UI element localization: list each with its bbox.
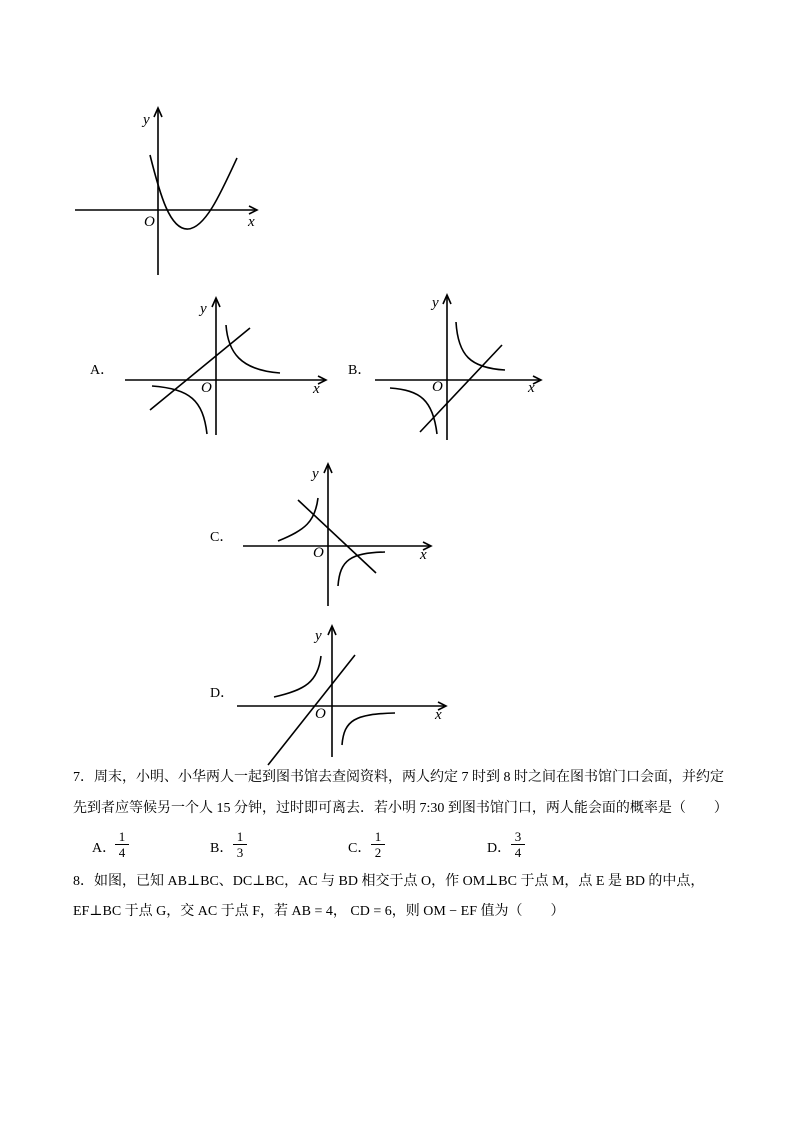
option-a-label[interactable]: A． xyxy=(90,363,115,378)
origin-label: O xyxy=(432,379,443,395)
y-axis-label: y xyxy=(312,466,319,482)
x-axis-label: x xyxy=(420,547,427,563)
q8-line1: 8．如图，已知 AB⊥BC、DC⊥BC，AC 与 BD 相交于点 O，作 OM⊥BC 于点 M，点 E 是 BD 的中点， xyxy=(73,874,705,889)
q7-option-c[interactable]: C． xyxy=(348,841,372,856)
y-axis-label: y xyxy=(143,112,150,128)
y-axis-label: y xyxy=(200,301,207,317)
q7-option-d-fraction: $\frac{3}{4}$ xyxy=(511,829,525,860)
x-axis-label: x xyxy=(313,381,320,397)
y-axis-label: y xyxy=(432,295,439,311)
q7-option-c-fraction: $\frac{1}{2}$ xyxy=(371,829,385,860)
x-axis-label: x xyxy=(248,214,255,230)
q7-option-b-fraction: $\frac{1}{3}$ xyxy=(233,829,247,860)
origin-label: O xyxy=(313,545,324,561)
q7-line1: 7．周末，小明、小华两人一起到图书馆去查阅资料，两人约定 7 时到 8 时之间在图书馆门口会面，并约定 xyxy=(73,770,724,785)
x-axis-label: x xyxy=(435,707,442,723)
option-d-label[interactable]: D． xyxy=(210,686,235,701)
y-axis-label: y xyxy=(315,628,322,644)
origin-label: O xyxy=(144,214,155,230)
origin-label: O xyxy=(201,380,212,396)
q7-option-b[interactable]: B． xyxy=(210,841,234,856)
option-c-label[interactable]: C． xyxy=(210,530,234,545)
q7-option-d[interactable]: D． xyxy=(487,841,512,856)
x-axis-label: x xyxy=(528,380,535,396)
option-b-label[interactable]: B． xyxy=(348,363,372,378)
q7-option-a[interactable]: A． xyxy=(92,841,117,856)
q7-line2: 先到者应等候另一个人 15 分钟，过时即可离去．若小明 7:30 到图书馆门口，两人能会面的概率是（ ） xyxy=(73,801,728,816)
origin-label: O xyxy=(315,706,326,722)
q7-option-a-fraction: $\frac{1}{4}$ xyxy=(115,829,129,860)
q8-line2: EF⊥BC 于点 G，交 AC 于点 F，若 AB = 4， CD = 6，则 OM − EF 值为（ ） xyxy=(73,904,565,919)
